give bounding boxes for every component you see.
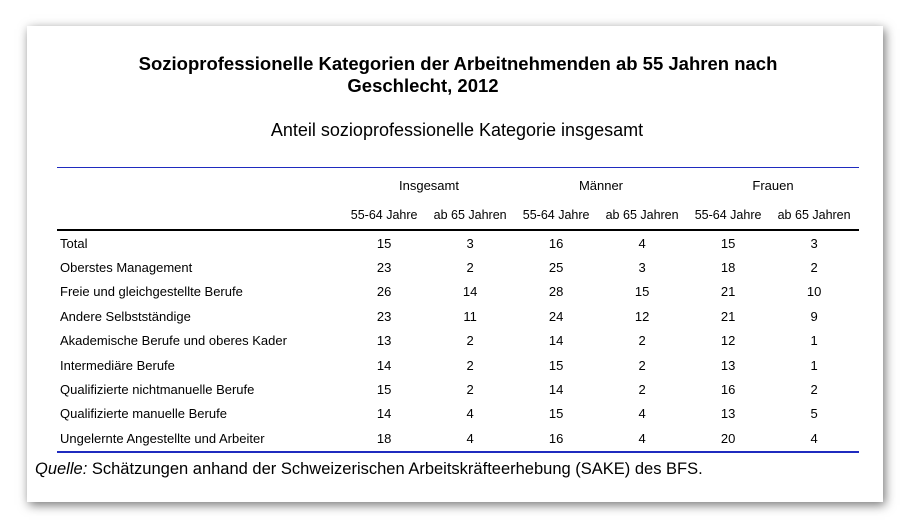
source-label: Quelle: <box>35 460 88 478</box>
row-label: Qualifizierte nichtmanuelle Berufe <box>60 382 255 398</box>
table-row <box>57 280 859 304</box>
subheader: 55-64 Jahre <box>515 201 597 230</box>
source-text: Schätzungen anhand der Schweizerischen Arbeitskräfteerhebung (SAKE) des BFS. <box>87 460 703 478</box>
row-label: Oberstes Management <box>60 260 193 276</box>
group-header-row <box>57 168 859 202</box>
row-label: Qualifizierte manuelle Berufe <box>60 406 227 422</box>
value-cell: 5 <box>810 406 818 422</box>
source-note <box>35 460 703 479</box>
value-cell: 4 <box>638 235 646 251</box>
value-cell: 4 <box>638 430 646 446</box>
corner-cell <box>57 201 343 230</box>
table-title <box>27 53 883 97</box>
value-cell: 21 <box>720 284 736 300</box>
subheader-row <box>57 201 859 230</box>
value-cell: 2 <box>638 382 646 398</box>
table-row <box>57 255 859 279</box>
value-cell: 4 <box>466 430 474 446</box>
value-cell: 15 <box>634 284 650 300</box>
subheader: ab 65 Jahren <box>425 201 515 230</box>
value-cell: 4 <box>638 406 646 422</box>
value-cell: 2 <box>466 357 474 373</box>
table-row <box>57 329 859 353</box>
value-cell: 3 <box>466 235 474 251</box>
subheader: ab 65 Jahren <box>597 201 687 230</box>
value-cell: 18 <box>376 430 392 446</box>
value-cell: 14 <box>376 406 392 422</box>
value-cell: 24 <box>548 308 564 324</box>
row-label: Andere Selbstständige <box>60 308 191 324</box>
value-cell: 2 <box>466 382 474 398</box>
value-cell: 11 <box>463 308 477 324</box>
value-cell: 13 <box>720 406 736 422</box>
table-row <box>57 304 859 328</box>
table-subtitle: Anteil sozioprofessionelle Kategorie insgesamt <box>270 120 644 140</box>
value-cell: 15 <box>376 382 392 398</box>
corner-cell <box>57 168 343 202</box>
value-cell: 16 <box>548 235 564 251</box>
subheader: 55-64 Jahre <box>687 201 769 230</box>
title-line-1: Sozioprofessionelle Kategorien der Arbeitnehmenden ab 55 Jahren nach <box>138 53 778 74</box>
row-label: Intermediäre Berufe <box>60 357 175 373</box>
value-cell: 28 <box>548 284 564 300</box>
value-cell: 21 <box>720 308 736 324</box>
value-cell: 16 <box>548 430 564 446</box>
value-cell: 23 <box>376 260 392 276</box>
group-header: Frauen <box>752 177 794 193</box>
value-cell: 2 <box>810 382 818 398</box>
value-cell: 26 <box>376 284 392 300</box>
data-table <box>57 167 859 453</box>
value-cell: 4 <box>810 430 818 446</box>
value-cell: 16 <box>720 382 736 398</box>
table-body <box>57 230 859 452</box>
value-cell: 3 <box>638 260 646 276</box>
table-row <box>57 353 859 377</box>
value-cell: 4 <box>466 406 474 422</box>
value-cell: 9 <box>810 308 818 324</box>
value-cell: 3 <box>810 235 818 251</box>
group-header: Männer <box>578 177 624 193</box>
table-row <box>57 230 859 255</box>
value-cell: 15 <box>720 235 736 251</box>
value-cell: 14 <box>548 333 564 349</box>
subheader: ab 65 Jahren <box>769 201 859 230</box>
table-row <box>57 426 859 451</box>
value-cell: 15 <box>376 235 392 251</box>
value-cell: 2 <box>466 260 474 276</box>
value-cell: 14 <box>462 284 478 300</box>
value-cell: 2 <box>466 333 474 349</box>
row-label: Ungelernte Angestellte und Arbeiter <box>60 430 265 446</box>
table-row <box>57 402 859 426</box>
value-cell: 1 <box>810 357 818 373</box>
value-cell: 20 <box>720 430 736 446</box>
value-cell: 14 <box>548 382 564 398</box>
value-cell: 25 <box>548 260 564 276</box>
title-line-2: Geschlecht, 2012 <box>347 75 499 96</box>
value-cell: 12 <box>720 333 736 349</box>
row-label: Akademische Berufe und oberes Kader <box>60 333 287 349</box>
value-cell: 13 <box>376 333 392 349</box>
value-cell: 10 <box>806 284 822 300</box>
subheader: 55-64 Jahre <box>343 201 425 230</box>
value-cell: 23 <box>376 308 392 324</box>
value-cell: 2 <box>638 333 646 349</box>
value-cell: 13 <box>720 357 736 373</box>
group-header: Insgesamt <box>399 177 459 193</box>
row-label: Total <box>60 235 88 251</box>
report-card <box>27 26 883 502</box>
value-cell: 12 <box>634 308 650 324</box>
value-cell: 2 <box>810 260 818 276</box>
value-cell: 14 <box>376 357 392 373</box>
value-cell: 1 <box>810 333 818 349</box>
row-label: Freie und gleichgestellte Berufe <box>60 284 243 300</box>
value-cell: 2 <box>638 357 646 373</box>
table-row <box>57 377 859 401</box>
value-cell: 15 <box>548 406 564 422</box>
value-cell: 18 <box>720 260 736 276</box>
value-cell: 15 <box>548 357 564 373</box>
